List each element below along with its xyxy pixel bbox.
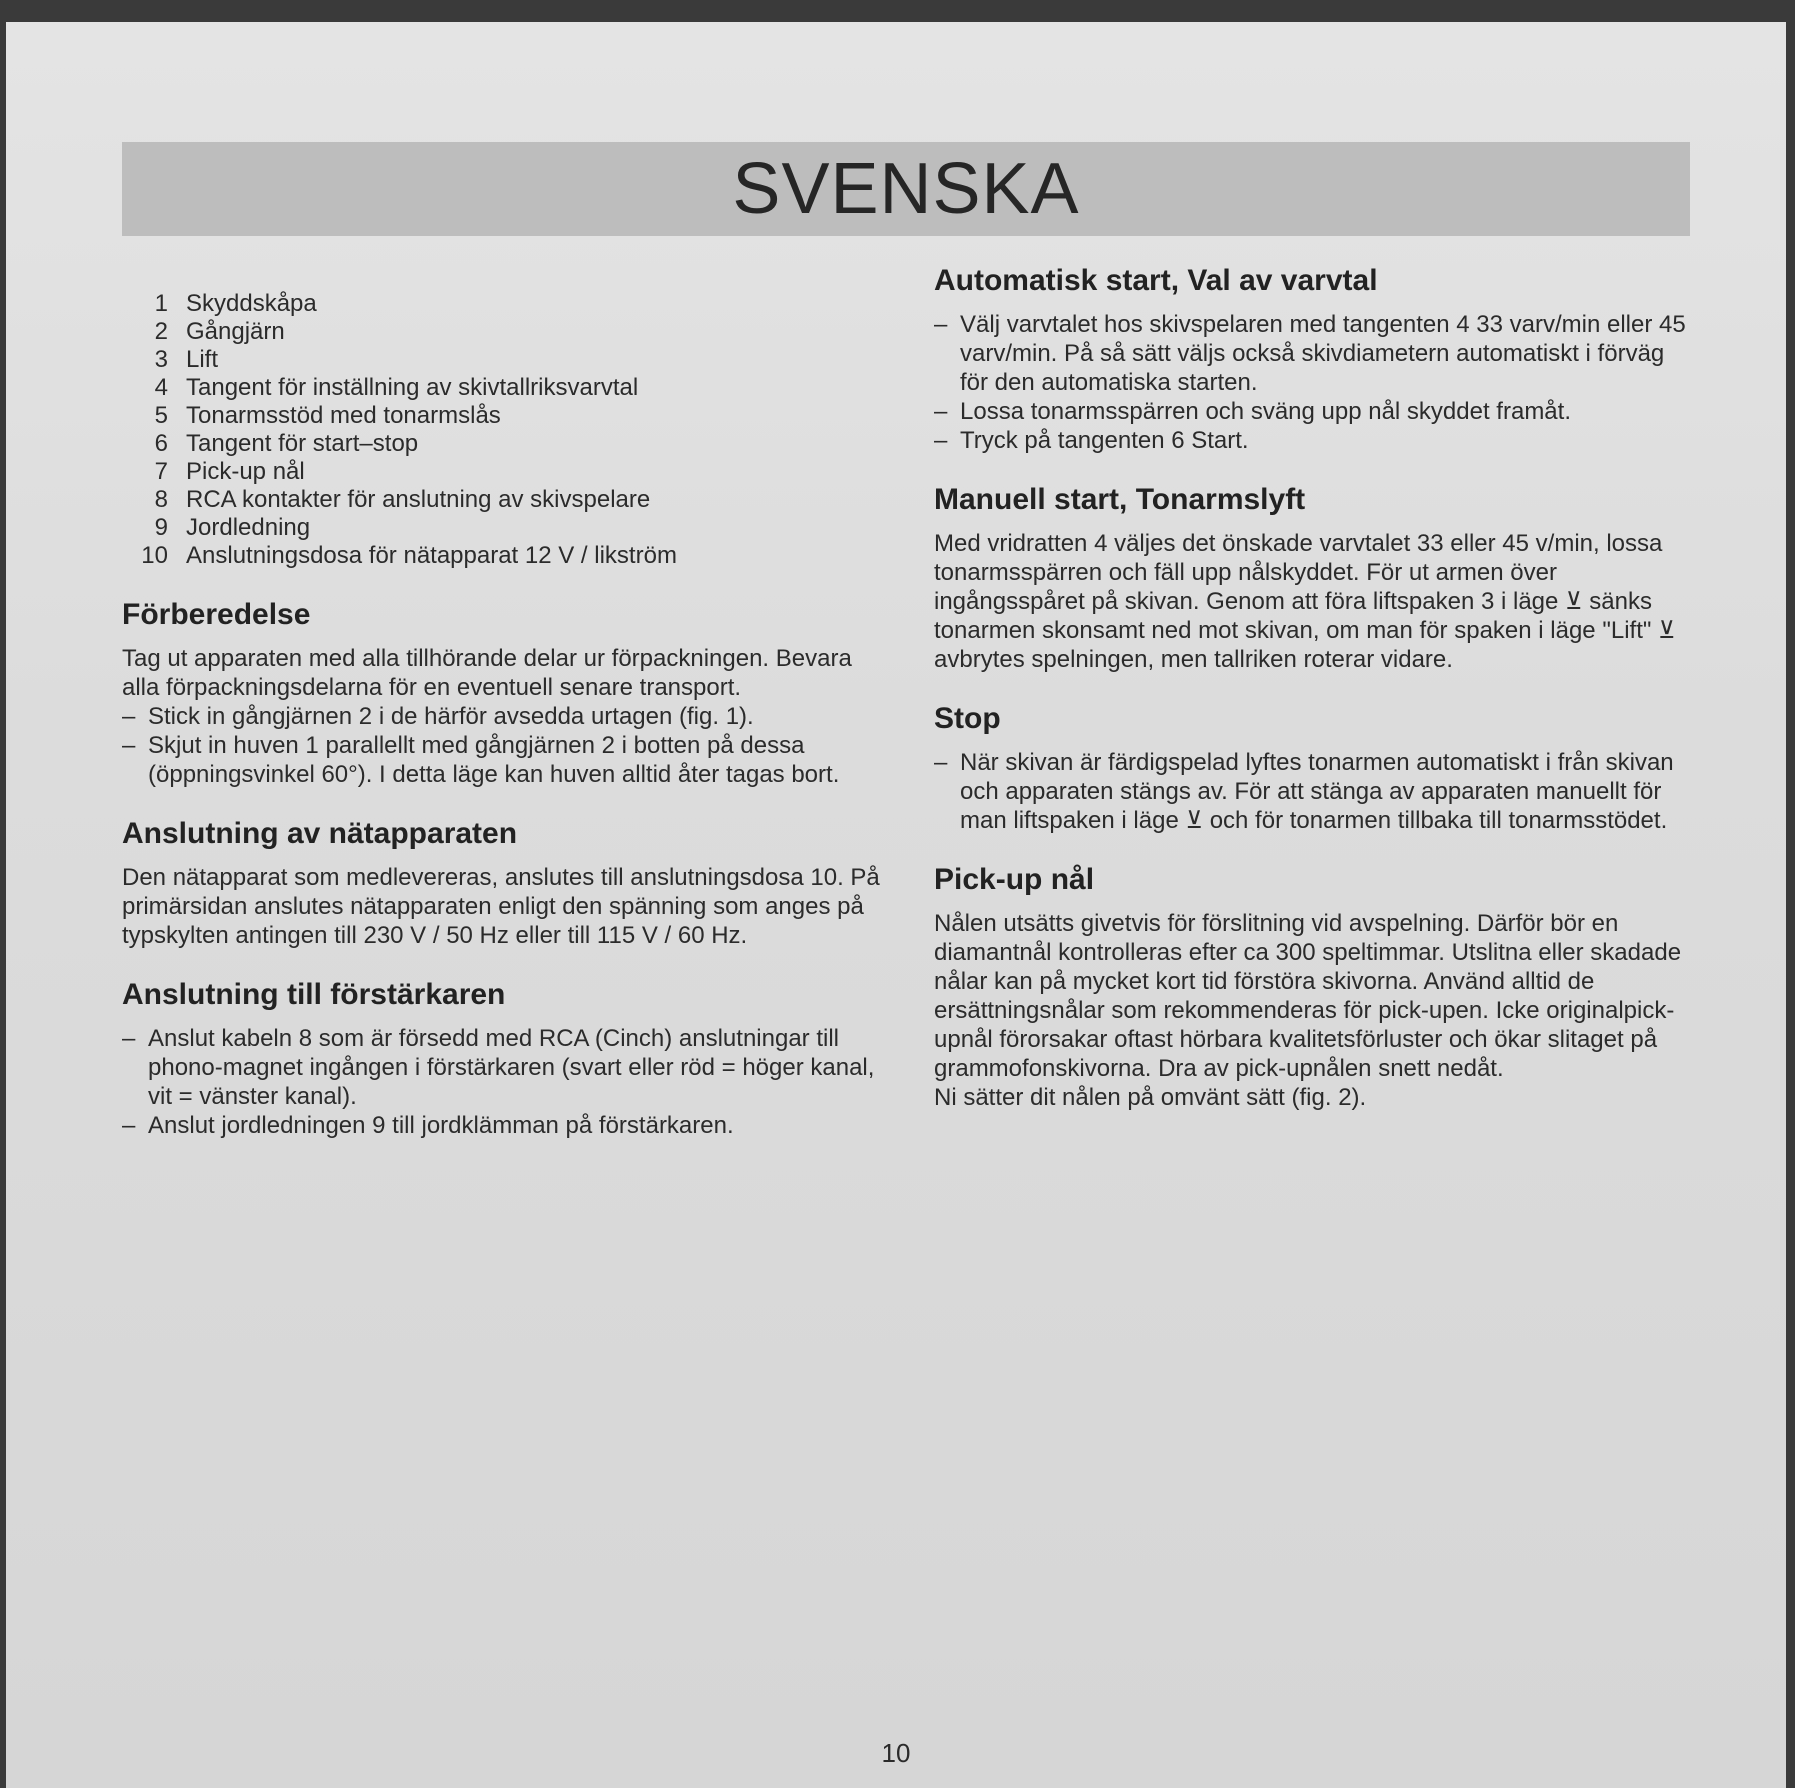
item-number: 4 bbox=[154, 374, 168, 401]
list-item bbox=[122, 702, 892, 731]
instruction-list bbox=[934, 310, 1696, 455]
item-label: RCA kontakter för anslutning av skivspelare bbox=[186, 486, 651, 513]
item-label: Tangent för start–stop bbox=[186, 430, 419, 457]
list-item bbox=[122, 318, 892, 346]
item-text: Anslut kabeln 8 som är försedd med RCA (Cinch) anslutningar till phono-magnet ingången i förstärkaren (svart eller röd = höger kanal, vit = vänster kanal). bbox=[148, 1025, 875, 1110]
list-item bbox=[122, 514, 892, 542]
item-number: 2 bbox=[154, 318, 168, 345]
header-band bbox=[122, 142, 1690, 236]
item-number: 1 bbox=[154, 290, 168, 317]
dash-bullet: – bbox=[934, 749, 948, 776]
section-heading: Stop bbox=[934, 702, 1001, 735]
section-forberedelse bbox=[122, 598, 892, 789]
item-text: Stick in gångjärnen 2 i de härför avsedda urtagen (fig. 1). bbox=[148, 703, 754, 730]
list-item bbox=[122, 458, 892, 486]
section-stop bbox=[934, 702, 1696, 835]
list-item bbox=[122, 1111, 892, 1140]
list-item bbox=[122, 402, 892, 430]
section-heading: Pick-up nål bbox=[934, 863, 1095, 896]
list-item bbox=[122, 486, 892, 514]
dash-bullet: – bbox=[122, 703, 136, 730]
item-label: Tonarmsstöd med tonarmslås bbox=[186, 402, 501, 429]
list-item bbox=[934, 397, 1696, 426]
dash-bullet: – bbox=[934, 398, 948, 425]
dash-bullet: – bbox=[934, 427, 948, 454]
item-text: Skjut in huven 1 parallellt med gångjärnen 2 i botten på dessa (öppningsvinkel 60°). I detta läge kan huven alltid åter tagas bort. bbox=[148, 732, 840, 788]
page-number: 10 bbox=[881, 1738, 911, 1768]
section-text-2: Ni sätter dit nålen på omvänt sätt (fig. 2). bbox=[934, 1084, 1367, 1111]
item-label: Jordledning bbox=[186, 514, 311, 541]
dash-bullet: – bbox=[122, 1112, 136, 1139]
list-item bbox=[122, 374, 892, 402]
list-item bbox=[122, 542, 892, 570]
item-label: Skyddskåpa bbox=[186, 290, 317, 317]
item-text: Lossa tonarmsspärren och sväng upp nål skyddet framåt. bbox=[960, 398, 1571, 425]
dash-bullet: – bbox=[122, 732, 136, 759]
item-number: 9 bbox=[154, 514, 168, 541]
item-text: Tryck på tangenten 6 Start. bbox=[960, 427, 1249, 454]
item-label: Lift bbox=[186, 346, 219, 373]
section-text: Med vridratten 4 väljes det önskade varvtalet 33 eller 45 v/min, lossa tonarmsspärren och fäll upp nålskyddet. För ut armen över ingångsspåret på skivan. Genom att föra liftspaken 3 i läge ⊻ sänks tonarmen skonsamt ned mot skivan, om man för spaken i läge "Lift" ⊻ avbrytes spelningen, men tallriken roterar vidare. bbox=[934, 530, 1676, 673]
parts-list bbox=[122, 290, 892, 570]
section-heading: Manuell start, Tonarmslyft bbox=[934, 483, 1306, 516]
item-label: Tangent för inställning av skivtallriksvarvtal bbox=[186, 374, 639, 401]
list-item bbox=[122, 731, 892, 789]
list-item bbox=[934, 748, 1696, 835]
dash-bullet: – bbox=[934, 311, 948, 338]
manual-page bbox=[6, 22, 1786, 1788]
item-number: 3 bbox=[154, 346, 168, 373]
section-forstarkare bbox=[122, 978, 892, 1140]
page-title: SVENSKA bbox=[732, 149, 1080, 229]
section-heading: Förberedelse bbox=[122, 598, 311, 631]
section-pickup bbox=[934, 863, 1696, 1112]
item-number: 8 bbox=[154, 486, 168, 513]
item-number: 10 bbox=[141, 542, 168, 569]
item-number: 5 bbox=[154, 402, 168, 429]
dash-bullet: – bbox=[122, 1025, 136, 1052]
section-heading: Anslutning av nätapparaten bbox=[122, 817, 518, 850]
item-label: Pick-up nål bbox=[186, 458, 305, 485]
list-item bbox=[122, 346, 892, 374]
list-item bbox=[122, 430, 892, 458]
section-text: Nålen utsätts givetvis för förslitning vid avspelning. Därför bör en diamantnål kontrolleras efter ca 300 speltimmar. Utslitna eller skadade nålar kan på mycket kort tid förstöra skivorna. Använd alltid de ersättningsnålar som rekommenderas för pick-upen. Icke originalpick-upnål förorsakar oftast hörbara kvalitetsförluster och ökar slitaget på grammofonskivorna. Dra av pick-upnålen snett nedåt. bbox=[934, 910, 1682, 1082]
item-number: 6 bbox=[154, 430, 168, 457]
item-number: 7 bbox=[154, 458, 168, 485]
section-automatisk bbox=[934, 264, 1696, 455]
list-item bbox=[122, 1024, 892, 1111]
item-label: Anslutningsdosa för nätapparat 12 V / likström bbox=[186, 542, 677, 569]
list-item bbox=[122, 290, 892, 318]
item-text: När skivan är färdigspelad lyftes tonarmen automatiskt i från skivan och apparaten stängs av. För att stänga av apparaten manuellt för man liftspaken i läge ⊻ och för tonarmen tillbaka till tonarmsstödet. bbox=[960, 749, 1674, 834]
section-heading: Automatisk start, Val av varvtal bbox=[934, 264, 1378, 297]
section-manuell bbox=[934, 483, 1696, 674]
section-heading: Anslutning till förstärkaren bbox=[122, 978, 506, 1011]
section-text: Den nätapparat som medlevereras, anslutes till anslutningsdosa 10. På primärsidan anslutes nätapparaten enligt den spänning som anges på typskylten antingen till 230 V / 50 Hz eller till 115 V / 60 Hz. bbox=[122, 864, 880, 949]
right-column bbox=[934, 264, 1696, 1140]
item-label: Gångjärn bbox=[186, 318, 285, 345]
instruction-list bbox=[122, 1024, 892, 1140]
item-text: Välj varvtalet hos skivspelaren med tangenten 4 33 varv/min eller 45 varv/min. På så sätt väljs också skivdiametern automatiskt i förväg för den automatiska starten. bbox=[960, 311, 1686, 396]
list-item bbox=[934, 310, 1696, 397]
instruction-list bbox=[122, 702, 892, 789]
item-text: Anslut jordledningen 9 till jordklämman på förstärkaren. bbox=[148, 1112, 734, 1139]
left-column bbox=[122, 290, 892, 1168]
list-item bbox=[934, 426, 1696, 455]
instruction-list bbox=[934, 748, 1696, 835]
section-text: Tag ut apparaten med alla tillhörande delar ur förpackningen. Bevara alla förpackningsdelarna för en eventuell senare transport. bbox=[122, 645, 852, 701]
section-natapparat bbox=[122, 817, 892, 950]
